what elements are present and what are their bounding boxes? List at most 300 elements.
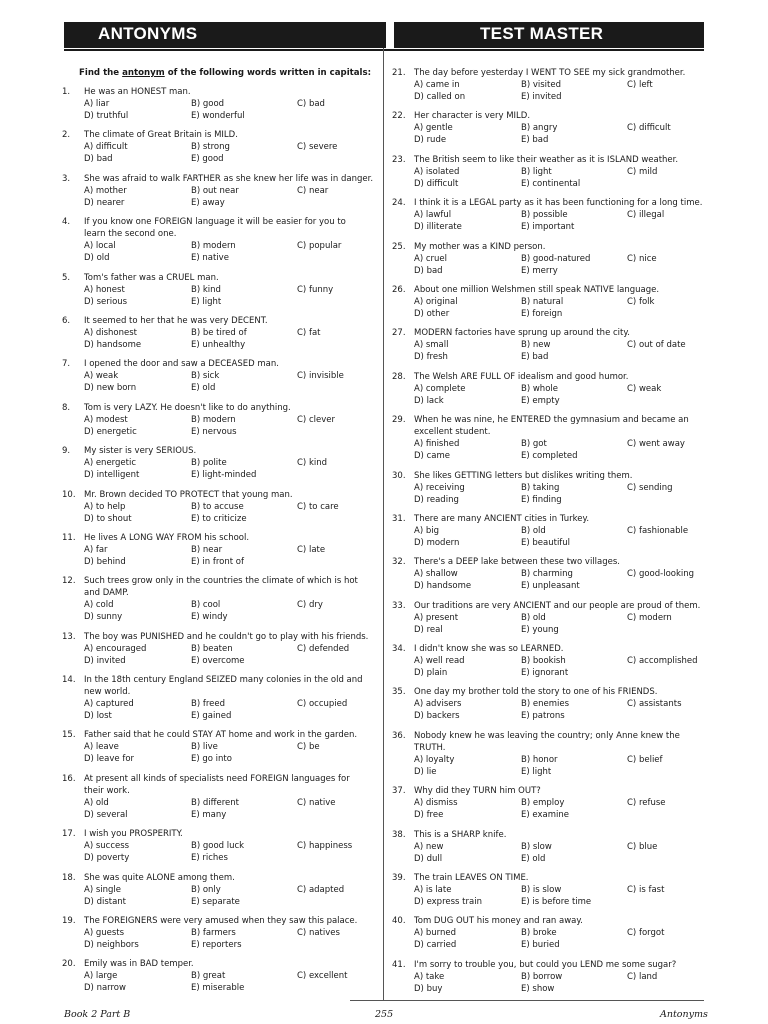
answer-option[interactable]: C) native [297,797,336,808]
question-stem: excellent student. [414,427,491,438]
answer-option[interactable]: D) serious [84,296,128,307]
answer-option[interactable]: D) real [414,624,443,635]
question-stem: Father said that he could STAY AT home and work in the garden. [84,730,358,741]
answer-option[interactable]: D) distant [84,896,127,907]
answer-option[interactable]: D) carried [414,940,457,951]
answer-option[interactable]: C) illegal [627,210,665,221]
answer-option[interactable]: C) belief [627,754,663,765]
question-item [62,173,378,209]
answer-option[interactable]: B) broke [521,928,557,939]
answer-options-row [84,296,378,308]
answer-option[interactable]: E) bad [521,135,549,146]
answer-option[interactable]: D) old [84,253,110,264]
answer-option[interactable]: A) far [84,544,108,555]
answer-option[interactable]: A) cruel [414,253,447,264]
question-number: 17. [62,829,76,840]
answer-option[interactable]: A) encouraged [84,643,147,654]
question-number: 13. [62,631,76,642]
answer-option[interactable]: E) ignorant [521,668,569,679]
answer-option[interactable]: B) only [191,884,221,895]
answer-option[interactable]: D) came [414,451,450,462]
question-item [62,828,378,864]
answer-option[interactable]: C) blue [627,841,658,852]
answer-option[interactable]: E) is before time [521,897,592,908]
answer-options-row [84,927,378,939]
answer-option[interactable]: C) be [297,742,320,753]
answer-option[interactable]: D) new born [84,383,137,394]
question-item [62,129,378,165]
question-stem: The FOREIGNERS were very amused when they saw this palace. [84,916,358,927]
question-item [392,915,706,951]
answer-options-row [84,840,378,852]
answer-option[interactable]: D) leave for [84,754,135,765]
header-left-bar [64,22,386,48]
answer-option[interactable]: B) cool [191,600,221,611]
answer-option[interactable]: C) late [297,544,326,555]
answer-option[interactable]: B) got [521,439,547,450]
answer-option[interactable]: B) honor [521,754,558,765]
answer-option[interactable]: E) finding [521,494,562,505]
answer-option[interactable]: E) windy [191,612,228,623]
answer-option[interactable]: D) neighbors [84,940,139,951]
question-stem: In the 18th century England SEIZED many colonies in the old and [84,675,363,686]
column-divider [383,48,384,1000]
answer-option[interactable]: E) important [521,222,575,233]
question-stem: There are many ANCIENT cities in Turkey. [414,513,590,524]
answer-option[interactable]: A) came in [414,80,460,90]
question-number: 1. [62,87,71,97]
answer-option[interactable]: E) old [521,853,546,864]
answer-option[interactable]: C) good-looking [627,569,695,580]
answer-option[interactable]: D) difficult [414,178,459,189]
answer-option[interactable]: E) to criticize [191,513,247,524]
answer-option[interactable]: A) receiving [414,482,465,493]
question-number: 38. [392,829,406,840]
answer-option[interactable]: E) old [191,383,216,394]
answer-option[interactable]: A) original [414,296,458,307]
answer-option[interactable]: C) funny [297,284,334,295]
answer-option[interactable]: C) assistants [627,699,682,710]
answer-option[interactable]: B) kind [191,284,221,295]
answer-option[interactable]: B) good luck [191,841,245,852]
question-stem: She likes GETTING letters but dislikes writing them. [414,470,633,481]
answer-option[interactable]: C) out of date [627,340,686,351]
answer-option[interactable]: C) mild [627,166,658,177]
answer-option[interactable]: E) separate [191,896,240,907]
answer-option[interactable]: D) modern [414,537,460,548]
answer-option[interactable]: C) clever [297,414,335,425]
answer-option[interactable]: B) good [191,99,225,109]
answer-option[interactable]: B) old [521,525,546,536]
question-stem: Tom's father was a CRUEL man. [84,272,219,283]
answer-option[interactable]: C) fat [297,327,321,338]
answer-option[interactable]: D) rude [414,135,447,146]
answer-option[interactable]: A) finished [414,439,460,450]
answer-option[interactable]: A) single [84,884,121,895]
answer-option[interactable]: B) is slow [521,885,562,896]
answer-options-row [414,79,706,91]
question-stem: Tom DUG OUT his money and ran away. [414,916,583,927]
answer-options-row [414,841,706,853]
answer-option[interactable]: E) unhealthy [191,339,246,350]
answer-option[interactable]: E) wonderful [191,111,245,121]
answer-options-row [84,710,378,722]
answer-option[interactable]: B) strong [191,142,230,153]
answer-option[interactable]: C) modern [627,612,672,623]
answer-options-row [414,339,706,351]
answer-option[interactable]: A) captured [84,699,134,710]
answer-options-row [84,599,378,611]
answer-option[interactable]: B) bookish [521,656,566,667]
answer-option[interactable]: D) free [414,810,444,821]
answer-option[interactable]: D) handsome [414,581,472,592]
question-item [392,154,706,190]
answer-option[interactable]: E) invited [521,92,562,102]
answer-option[interactable]: C) folk [627,296,655,307]
answer-option[interactable]: B) whole [521,383,558,394]
answer-option[interactable]: E) merry [521,265,558,276]
answer-option[interactable]: C) to care [297,501,339,512]
answer-option[interactable]: D) plain [414,668,448,679]
answer-option[interactable]: C) sending [627,482,673,493]
answer-option[interactable]: A) shallow [414,569,458,580]
answer-option[interactable]: D) bad [84,154,113,165]
footer-section: Antonyms [660,1009,708,1020]
answer-option[interactable]: C) occupied [297,699,348,710]
answer-option[interactable]: A) small [414,340,449,351]
question-item [392,872,706,908]
answer-option[interactable]: B) light [521,166,552,177]
answer-option[interactable]: D) to shout [84,513,132,524]
answer-option[interactable]: A) well read [414,656,465,667]
answer-option[interactable]: E) nervous [191,426,237,437]
answer-options-row [414,698,706,710]
answer-option[interactable]: D) narrow [84,983,126,994]
answer-option[interactable]: A) leave [84,742,119,753]
answer-option[interactable]: E) good [191,154,224,165]
answer-option[interactable]: B) live [191,742,218,753]
answer-option[interactable]: B) borrow [521,971,563,982]
answer-option[interactable]: C) difficult [627,123,671,134]
answer-option[interactable]: C) fashionable [627,525,689,536]
answer-option[interactable]: A) modest [84,414,128,425]
answer-option[interactable]: E) gained [191,711,232,722]
answer-options-row [84,197,378,209]
answer-option[interactable]: A) to help [84,501,126,512]
answer-option[interactable]: D) called on [414,92,466,102]
question-item [62,445,378,481]
answer-option[interactable]: D) bad [414,265,443,276]
answer-option[interactable]: C) bad [297,99,325,109]
left-question-column [62,86,378,1002]
answer-option[interactable]: E) light [191,296,222,307]
answer-option[interactable]: A) difficult [84,142,128,153]
answer-option[interactable]: E) overcome [191,655,245,666]
question-number: 19. [62,916,76,927]
question-item [392,67,706,103]
answer-option[interactable]: C) defended [297,643,350,654]
answer-options-row [414,612,706,624]
answer-option[interactable]: C) forgot [627,928,665,939]
answer-option[interactable]: C) near [297,185,329,196]
answer-options-row [84,469,378,481]
answer-option[interactable]: E) many [191,809,227,820]
answer-option[interactable]: A) isolated [414,166,460,177]
question-number: 39. [392,873,406,884]
answer-option[interactable]: D) handsome [84,339,142,350]
answer-options-row [414,939,706,951]
answer-option[interactable]: A) burned [414,928,456,939]
question-item [62,674,378,722]
answer-option[interactable]: E) go into [191,754,232,765]
question-stem: About one million Welshmen still speak NATIVE language. [414,284,660,295]
answer-option[interactable]: D) express train [414,897,482,908]
answer-option[interactable]: E) unpleasant [521,581,580,592]
answer-option[interactable]: C) weak [627,383,662,394]
answer-option[interactable]: A) complete [414,383,466,394]
answer-option[interactable]: C) severe [297,142,338,153]
question-number: 41. [392,959,406,970]
answer-options-row [84,501,378,513]
answer-option[interactable]: A) advisers [414,699,462,710]
answer-options-row [414,450,706,462]
answer-option[interactable]: C) excellent [297,971,348,982]
answer-option[interactable]: D) lack [414,395,444,406]
answer-options-row [414,525,706,537]
answer-option[interactable]: A) honest [84,284,125,295]
answer-option[interactable]: B) enemies [521,699,569,710]
answer-option[interactable]: D) lie [414,766,437,777]
answer-option[interactable]: B) taking [521,482,560,493]
answer-option[interactable]: A) mother [84,185,127,196]
answer-option[interactable]: E) buried [521,940,560,951]
answer-option[interactable]: A) cold [84,600,114,611]
answer-options-row [414,395,706,407]
answer-option[interactable]: A) gentle [414,123,453,134]
answer-option[interactable]: E) examine [521,810,569,821]
answer-option[interactable]: E) show [521,983,555,994]
question-number: 8. [62,402,71,413]
answer-options-row [414,308,706,320]
answer-options-row [414,253,706,265]
answer-option[interactable]: B) near [191,544,223,555]
answer-option[interactable]: A) large [84,971,118,982]
answer-option[interactable]: C) popular [297,241,342,252]
answer-option[interactable]: C) dry [297,600,323,611]
answer-option[interactable]: A) take [414,971,445,982]
answer-options-row [84,457,378,469]
answer-option[interactable]: C) adapted [297,884,345,895]
answer-option[interactable]: B) old [521,612,546,623]
answer-options-row [414,853,706,865]
answer-option[interactable]: D) backers [414,711,460,722]
answer-option[interactable]: A) old [84,797,109,808]
answer-option[interactable]: B) charming [521,569,573,580]
answer-option[interactable]: D) reading [414,494,459,505]
answer-option[interactable]: E) young [521,624,559,635]
answer-option[interactable]: A) local [84,241,116,252]
question-number: 22. [392,111,406,122]
answer-option[interactable]: B) beaten [191,643,233,654]
answer-option[interactable]: E) away [191,197,225,208]
answer-option[interactable]: B) good-natured [521,253,591,264]
answer-option[interactable]: D) sunny [84,612,123,623]
answer-option[interactable]: D) intelligent [84,470,140,481]
answer-option[interactable]: B) freed [191,699,226,710]
answer-options-row [84,513,378,525]
answer-option[interactable]: E) foreign [521,308,563,319]
question-stem: My sister is very SERIOUS. [84,446,197,457]
question-number: 10. [62,489,76,500]
answer-option[interactable]: C) happiness [297,841,353,852]
answer-option[interactable]: D) behind [84,556,126,567]
answer-option[interactable]: A) loyalty [414,754,455,765]
answer-option[interactable]: A) big [414,525,439,536]
answer-option[interactable]: E) in front of [191,556,244,567]
question-stem: Mr. Brown decided TO PROTECT that young man. [84,489,293,500]
question-stem: TRUTH. [414,742,446,753]
answer-option[interactable]: B) modern [191,414,236,425]
question-stem: She was quite ALONE among them. [84,872,235,883]
answer-option[interactable]: E) riches [191,853,228,864]
answer-options-row [414,983,706,995]
question-stem: I wish you PROSPERITY. [84,829,183,840]
answer-option[interactable]: E) bad [521,352,549,363]
question-stem: Why did they TURN him OUT? [414,786,541,797]
question-item [392,600,706,636]
answer-option[interactable]: B) angry [521,123,558,134]
answer-option[interactable]: D) other [414,308,450,319]
answer-option[interactable]: D) invited [84,655,126,666]
answer-options-row [414,178,706,190]
answer-option[interactable]: A) is late [414,885,452,896]
answer-option[interactable]: C) refuse [627,798,666,809]
answer-option[interactable]: B) employ [521,798,565,809]
answer-option[interactable]: C) is fast [627,885,665,896]
answer-options-row [84,611,378,623]
answer-option[interactable]: B) different [191,797,239,808]
answer-option[interactable]: D) illiterate [414,222,462,233]
answer-option[interactable]: B) modern [191,241,236,252]
answer-options-row [84,556,378,568]
question-number: 20. [62,959,76,970]
question-number: 29. [392,415,406,426]
answer-option[interactable]: E) continental [521,178,581,189]
answer-option[interactable]: E) beautiful [521,537,571,548]
answer-option[interactable]: C) went away [627,439,685,450]
answer-option[interactable]: B) sick [191,371,220,382]
answer-option[interactable]: B) out near [191,185,239,196]
answer-option[interactable]: C) invisible [297,371,344,382]
question-stem: I think it is a LEGAL party as it has been functioning for a long time. [414,198,703,209]
answer-option[interactable]: E) miserable [191,983,245,994]
answer-option[interactable]: D) poverty [84,853,130,864]
question-item [62,915,378,951]
answer-option[interactable]: C) nice [627,253,657,264]
answer-option[interactable]: E) native [191,253,229,264]
question-item [62,216,378,264]
question-stem: He was an HONEST man. [84,87,191,97]
question-stem: The British seem to like their weather as it is ISLAND weather. [414,154,679,165]
answer-options-row [414,797,706,809]
answer-option[interactable]: C) accomplished [627,656,698,667]
answer-options-row [414,809,706,821]
answer-options-row [84,982,378,994]
answer-option[interactable]: A) liar [84,99,110,109]
answer-option[interactable]: A) guests [84,928,125,939]
answer-option[interactable]: A) dismiss [414,798,458,809]
question-item [62,729,378,765]
answer-options-row [414,134,706,146]
answer-option[interactable]: D) fresh [414,352,448,363]
question-number: 37. [392,786,406,797]
answer-option[interactable]: A) success [84,841,130,852]
answer-option[interactable]: D) nearer [84,197,125,208]
answer-option[interactable]: E) reporters [191,940,242,951]
answer-option[interactable]: C) left [627,80,653,90]
answer-options-row [414,166,706,178]
answer-option[interactable]: A) present [414,612,459,623]
answer-option[interactable]: C) natives [297,928,340,939]
answer-option[interactable]: B) great [191,971,226,982]
answer-option[interactable]: D) energetic [84,426,137,437]
answer-option[interactable]: E) empty [521,395,560,406]
instruction [79,68,371,78]
answer-options-row [414,265,706,277]
answer-option[interactable]: A) weak [84,371,119,382]
question-stem: There's a DEEP lake between these two villages. [414,557,620,568]
answer-option[interactable]: B) visited [521,80,561,90]
answer-option[interactable]: D) several [84,809,128,820]
question-stem: learn the second one. [84,229,177,240]
answer-option[interactable]: D) truthful [84,111,129,121]
answer-option[interactable]: B) be tired of [191,327,247,338]
question-stem: If you know one FOREIGN language it will be easier for you to [84,217,346,228]
answer-option[interactable]: E) light-minded [191,470,257,481]
book-title: TEST MASTER [480,24,604,43]
question-item [62,272,378,308]
answer-option[interactable]: B) possible [521,210,568,221]
answer-option[interactable]: D) lost [84,711,112,722]
answer-options-row [84,809,378,821]
answer-option[interactable]: B) farmers [191,928,236,939]
answer-option[interactable]: E) patrons [521,711,565,722]
answer-option[interactable]: A) new [414,841,444,852]
answer-option[interactable]: B) new [521,340,551,351]
question-number: 30. [392,470,406,481]
answer-options-row [414,383,706,395]
question-item [392,556,706,592]
answer-option[interactable]: B) to accuse [191,501,244,512]
question-number: 27. [392,328,406,339]
answer-option[interactable]: C) kind [297,458,328,469]
answer-option[interactable]: A) dishonest [84,327,137,338]
answer-option[interactable]: D) buy [414,983,443,994]
answer-option[interactable]: B) natural [521,296,564,307]
question-item [392,829,706,865]
answer-options-row [84,327,378,339]
answer-option[interactable]: A) energetic [84,458,137,469]
answer-option[interactable]: E) completed [521,451,578,462]
answer-option[interactable]: C) land [627,971,658,982]
answer-option[interactable]: A) lawful [414,210,452,221]
answer-option[interactable]: B) polite [191,458,227,469]
answer-option[interactable]: D) dull [414,853,443,864]
answer-option[interactable]: E) light [521,766,552,777]
answer-option[interactable]: B) slow [521,841,552,852]
instruction-post: of the following words written in capitals: [164,68,372,78]
question-number: 15. [62,730,76,741]
